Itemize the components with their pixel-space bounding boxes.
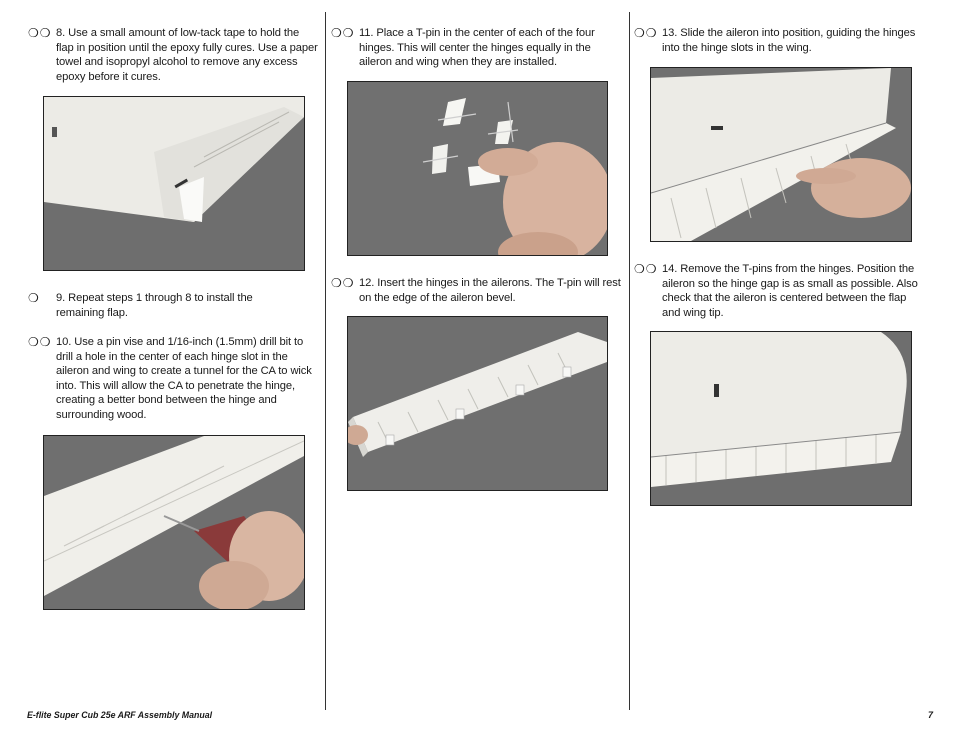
column-divider-2 [629, 12, 630, 710]
photo-t-pins-in-hinges [347, 81, 608, 256]
photo-aileron-sliding-into-wing [650, 67, 912, 242]
step-9 [28, 291, 318, 320]
step-checkboxes[interactable]: ❍❍ [634, 26, 658, 40]
step-checkboxes[interactable]: ❍❍ [28, 335, 52, 349]
page-number: 7 [928, 710, 934, 720]
step-12 [331, 276, 626, 305]
photo-flap-taped [43, 96, 305, 271]
step-checkboxes[interactable]: ❍❍ [331, 276, 355, 290]
step-text: 9. Repeat steps 1 through 8 to install the remaining flap. [56, 292, 253, 319]
step-text: 14. Remove the T-pins from the hinges. Position the aileron so the hinge gap is as small as possible. Also check that the aileron is centered between the flap and wing tip. [662, 263, 918, 319]
step-checkboxes[interactable]: ❍❍ [331, 26, 355, 40]
photo-hinges-in-aileron [347, 316, 608, 491]
step-text: 8. Use a small amount of low-tack tape to hold the flap in position until the epoxy fully cures. Use a paper towel and isopropyl alcohol to remove any excess epoxy before it cures. [56, 27, 318, 83]
photo-aileron-centered [650, 331, 912, 506]
step-8 [28, 26, 318, 84]
step-13 [634, 26, 924, 55]
step-text: 10. Use a pin vise and 1/16-inch (1.5mm) drill bit to drill a hole in the center of each hinge slot in the aileron and wing to create a tunnel for the CA to wick into. This will allow the CA to penetrate the hinge, creating a better bond between the hinge and surrounding wood. [56, 336, 312, 421]
footer-title: E-flite Super Cub 25e ARF Assembly Manual [27, 710, 213, 720]
step-text: 11. Place a T-pin in the center of each of the four hinges. This will center the hinges equally in the aileron and wing when they are installed. [359, 27, 595, 69]
step-text: 12. Insert the hinges in the ailerons. The T-pin will rest on the edge of the aileron bevel. [359, 277, 621, 304]
step-checkboxes[interactable]: ❍❍ [634, 262, 658, 276]
step-14 [634, 262, 926, 320]
step-checkboxes[interactable]: ❍ [28, 291, 40, 305]
step-checkboxes[interactable]: ❍❍ [28, 26, 52, 40]
photo-pin-vise-drilling [43, 435, 305, 610]
column-divider-1 [325, 12, 326, 710]
step-text: 13. Slide the aileron into position, guiding the hinges into the hinge slots in the wing. [662, 27, 916, 54]
step-11 [331, 26, 621, 70]
step-10 [28, 335, 318, 423]
